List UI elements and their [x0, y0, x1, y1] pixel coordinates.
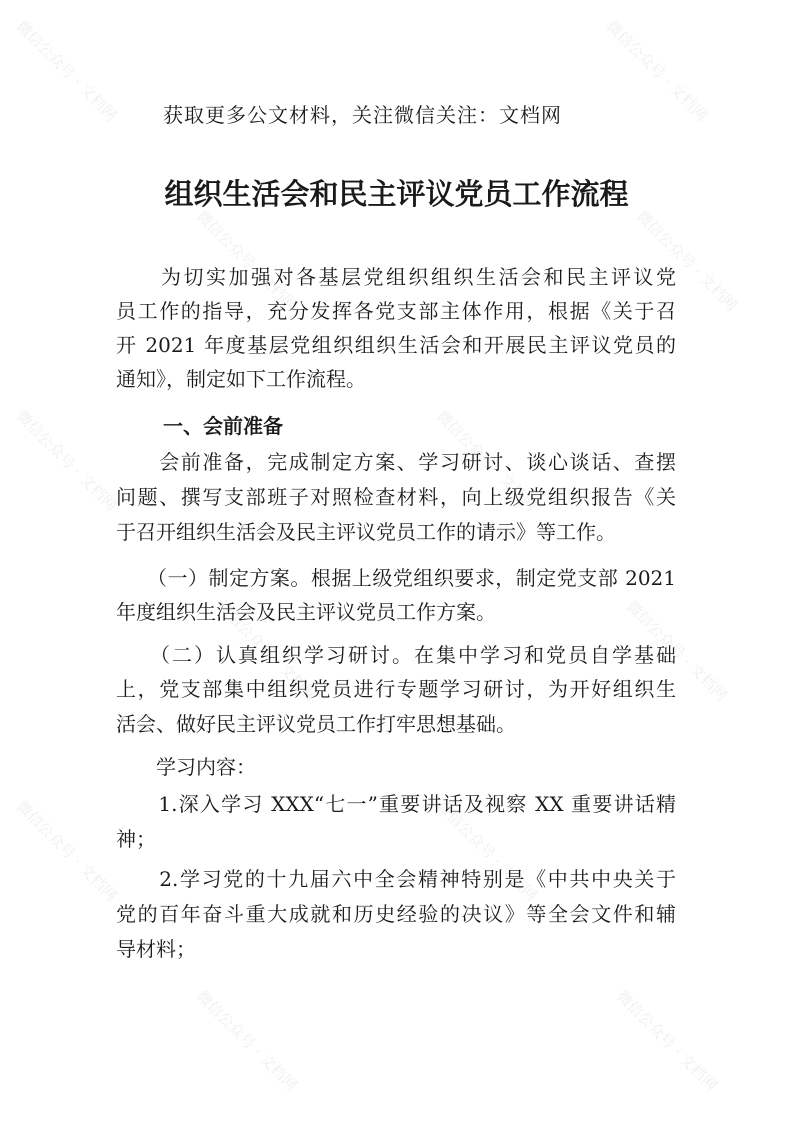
watermark: 微信公众号 · 文档网 — [622, 597, 731, 705]
item2-line-3: 活会、做好民主评议党员工作打牢思想基础。 — [116, 712, 516, 736]
header-note: 获取更多公文材料，关注微信关注：文档网 — [163, 103, 562, 127]
section-heading: 一、会前准备 — [163, 414, 283, 438]
watermark: 微信公众号 · 文档网 — [432, 407, 541, 515]
item1-line-1: （一）制定方案。根据上级党组织要求，制定党支部 2021 — [116, 566, 676, 590]
study2-line-2: 党的百年奋斗重大成就和历史经验的决议》等全会文件和辅 — [116, 902, 676, 926]
watermark: 微信公众号 · 文档网 — [612, 987, 721, 1095]
section-para-line-3: 于召开组织生活会及民主评议党员工作的请示》等工作。 — [116, 520, 616, 544]
item2-line-1: （二）认真组织学习研讨。在集中学习和党员自学基础 — [116, 643, 676, 667]
study1-line-1: 1.深入学习 XXX“七一”重要讲话及视察 XX 重要讲话精 — [116, 792, 676, 816]
intro-line-4: 通知》，制定如下工作流程。 — [116, 367, 366, 391]
watermark: 微信公众号 · 文档网 — [602, 17, 711, 125]
item2-line-2: 上，党支部集中组织党员进行专题学习研讨，为开好组织生 — [116, 677, 676, 701]
watermark: 微信公众号 · 文档网 — [12, 797, 121, 905]
watermark: 微信公众号 · 文档网 — [12, 407, 121, 515]
intro-line-2: 员工作的指导，充分发挥各党支部主体作用，根据《关于召 — [116, 299, 676, 323]
section-para-line-2: 问题、撰写支部班子对照检查材料，向上级党组织报告《关 — [116, 485, 676, 509]
study-label: 学习内容： — [116, 755, 256, 779]
watermark: 微信公众号 · 文档网 — [192, 207, 301, 315]
study1-line-2: 神； — [116, 827, 156, 851]
document-title: 组织生活会和民主评议党员工作流程 — [164, 177, 629, 211]
watermark: 微信公众号 · 文档网 — [12, 17, 121, 125]
study2-line-1: 2.学习党的十九届六中全会精神特别是《中共中央关于 — [116, 867, 676, 891]
item1-line-2: 年度组织生活会及民主评议党员工作方案。 — [116, 600, 496, 624]
watermark: 微信公众号 · 文档网 — [432, 797, 541, 905]
study2-line-3: 导材料； — [116, 937, 196, 961]
watermark: 微信公众号 · 文档网 — [632, 207, 741, 315]
watermark: 微信公众号 · 文档网 — [192, 987, 301, 1095]
watermark: 微信公众号 · 文档网 — [212, 597, 321, 705]
intro-line-1: 为切实加强对各基层党组织组织生活会和民主评议党 — [116, 265, 676, 289]
intro-line-3: 开 2021 年度基层党组织组织生活会和开展民主评议党员的 — [116, 333, 676, 357]
section-para-line-1: 会前准备，完成制定方案、学习研讨、谈心谈话、查摆 — [116, 450, 676, 474]
